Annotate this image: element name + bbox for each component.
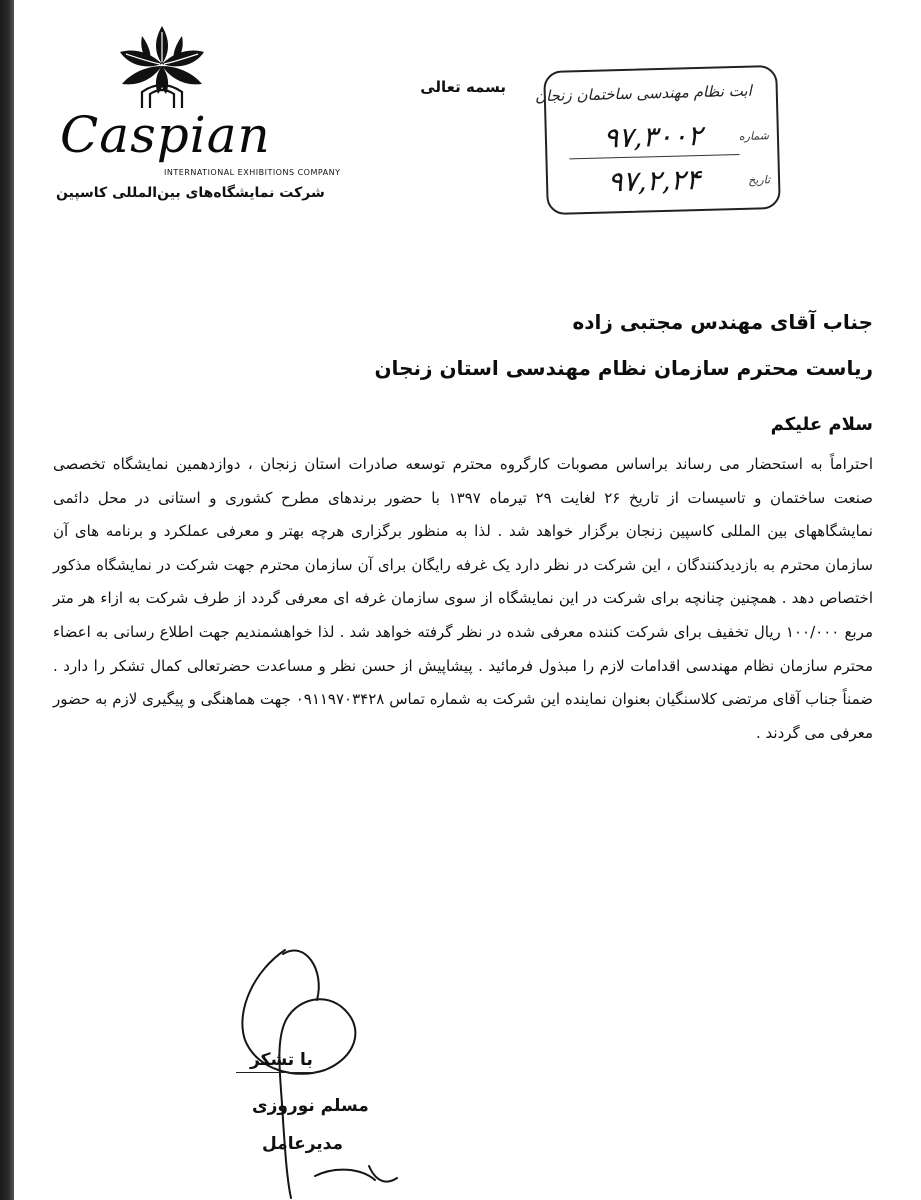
invocation-heading: بسمه تعالی bbox=[420, 78, 506, 96]
stamp-divider bbox=[569, 154, 739, 159]
company-name-fa: شرکت نمایشگاه‌های بین‌المللی کاسپین bbox=[56, 185, 325, 201]
stamp-date-label: تاریخ bbox=[748, 173, 771, 187]
signatory-title: مدیرعامل bbox=[262, 1134, 343, 1154]
registration-stamp bbox=[534, 65, 781, 215]
stamp-number-label: شماره bbox=[738, 129, 770, 143]
logo-wordmark: Caspian bbox=[60, 106, 271, 164]
addressee-name: جناب آقای مهندس مجتبی زاده bbox=[572, 310, 873, 334]
company-name-en: INTERNATIONAL EXHIBITIONS COMPANY bbox=[164, 168, 341, 177]
stamp-title: ابت نظام مهندسی ساختمان زنجان bbox=[534, 81, 752, 106]
closing-thanks: با تشکر bbox=[250, 1050, 313, 1070]
stamp-date: ۹۷,۲,۲۴ bbox=[607, 163, 701, 199]
letter-body bbox=[53, 448, 873, 750]
signatory-name: مسلم نوروزی bbox=[252, 1096, 369, 1116]
lotus-logo-icon bbox=[102, 22, 222, 114]
company-letterhead bbox=[52, 22, 342, 202]
scan-edge bbox=[0, 0, 14, 1200]
closing-underline bbox=[236, 1072, 316, 1073]
body-paragraph: احتراماً به استحضار می رساند براساس مصوبات کارگروه محترم توسعه صادرات استان زنجان ، دوازدهمین نمایشگاه تخصصی صنعت ساختمان و تاسیسات از تاریخ ۲۶ لغایت ۲۹ تیرماه ۱۳۹۷ با حضور برندهای مطرح کشوری و استانی در محل دائمی نمایشگاههای بین المللی کاسپین زنجان برگزار خواهد شد . لذا به منظور برگزاری هرچه بهتر و معرفی عملکرد و برنامه های آن سازمان محترم به بازدیدکنندگان ، این شرکت در نظر دارد یک غرفه رایگان برای آن سازمان محترم جهت شرکت در نمایشگاه مذکور اختصاص دهد . همچنین چنانچه برای شرکت در این نمایشگاه از سوی سازمان غرفه ای معرفی گردد از طرف شرکت به ازاء هر متر مربع ۱۰۰/۰۰۰ ریال تخفیف برای شرکت کننده معرفی شده در نظر گرفته خواهد شد . لذا خواهشمندیم جهت اطلاع رسانی به اعضاء محترم سازمان نظام مهندسی اقدامات لازم را مبذول فرمائید . پیشاپیش از حسن نظر و مساعدت حضرتعالی کمال تشکر را دارد . ضمناً جناب آقای مرتضی کلاسنگیان بعنوان نماینده این شرکت به شماره تماس ۰۹۱۱۹۷۰۳۴۲۸ جهت هماهنگی و پیگیری لازم به حضور معرفی می گردند . bbox=[53, 455, 873, 742]
stamp-number: ۹۷,۳۰۰۲ bbox=[602, 118, 703, 155]
addressee-title: ریاست محترم سازمان نظام مهندسی استان زنجان bbox=[374, 356, 873, 380]
greeting: سلام علیکم bbox=[770, 414, 873, 435]
